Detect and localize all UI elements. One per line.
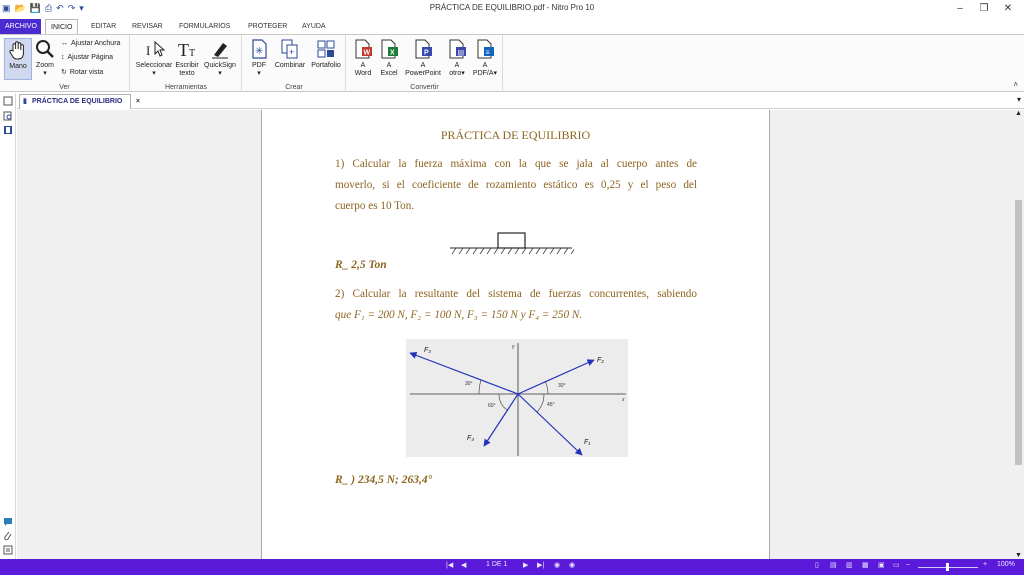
ground-hatch-line (522, 248, 526, 254)
ground-hatch-line (452, 248, 456, 254)
window-title: PRÁCTICA DE EQUILIBRIO.pdf - Nitro Pro 10 (429, 3, 595, 12)
fit-width-icon: ↔ (61, 40, 68, 47)
group-ver-label: Ver (59, 84, 70, 91)
group-herramientas-label: Herramientas (164, 84, 207, 91)
combinar-button[interactable] (273, 38, 307, 70)
pdf-dropdown-icon: ▾ (257, 70, 261, 77)
undo-icon[interactable]: ↶ (56, 3, 64, 13)
tab-archivo[interactable]: ARCHIVO (0, 19, 41, 34)
scroll-up-icon[interactable]: ▲ (1015, 110, 1022, 117)
block-on-surface-figure (448, 231, 574, 257)
attachments-panel-icon[interactable] (3, 531, 13, 541)
seleccionar-dropdown-icon: ▾ (152, 70, 156, 77)
group-ver (0, 35, 130, 92)
redo-icon[interactable]: ↷ (67, 3, 76, 13)
restore-button[interactable]: ❐ (979, 3, 989, 14)
escribir-label: Escribir (175, 62, 199, 69)
portafolio-button[interactable] (308, 38, 344, 70)
word-a-label: A (360, 62, 366, 69)
answer-2: R_ ) 234,5 N; 263,4° (335, 474, 433, 486)
mano-label: Mano (9, 63, 27, 70)
next-page-icon[interactable]: ▶ (523, 562, 529, 569)
fullscreen-view-icon[interactable]: ▣ (878, 562, 885, 569)
problem-1-text (335, 154, 697, 217)
forward-view-icon[interactable]: ◉ (569, 562, 576, 569)
zoom-button[interactable] (34, 38, 56, 78)
tab-editar[interactable]: EDITAR (91, 23, 117, 30)
pdf-label: PDF (252, 62, 266, 69)
label-f3: F₃ (424, 347, 432, 354)
quicksign-dropdown-icon: ▾ (218, 70, 222, 77)
left-sidebar (0, 93, 16, 559)
ground-hatch-line (466, 248, 470, 254)
close-window-button[interactable]: ✕ (1003, 3, 1013, 14)
combine-icon (279, 38, 301, 60)
search-panel-icon[interactable] (3, 111, 13, 121)
other-format-icon (446, 38, 468, 60)
seleccionar-label: Seleccionar (135, 62, 173, 69)
zoom-dropdown-icon: ▾ (43, 70, 47, 77)
status-bar (0, 559, 1024, 575)
label-f1: F₁ (584, 439, 591, 446)
ground-hatch-line (515, 248, 519, 254)
ground-hatch-line (494, 248, 498, 254)
angle-label-30-right: 30° (558, 383, 566, 389)
group-herramientas (131, 35, 242, 92)
document-title: PRÁCTICA DE EQUILIBRIO (440, 128, 591, 142)
otro-a-label: A (454, 62, 460, 69)
answer-1: R_ 2,5 Ton (335, 259, 387, 271)
rotar-vista-label: Rotar vista (69, 68, 104, 76)
rotar-vista-button[interactable] (61, 68, 103, 76)
facing-view-icon[interactable]: ▥ (846, 562, 853, 569)
pages-panel-icon[interactable] (3, 96, 13, 106)
document-tabs (17, 93, 1024, 109)
ground-hatch-line (480, 248, 484, 254)
svg-text:+: + (289, 47, 295, 57)
ground-hatch-line (508, 248, 512, 254)
app-logo-icon: ▣ (2, 3, 11, 13)
portfolio-icon (315, 38, 337, 60)
group-convertir-label: Convertir (410, 84, 439, 91)
pdf-file-icon: ▮ (23, 98, 27, 105)
group-convertir (347, 35, 503, 92)
ajustar-anchura-button[interactable] (61, 40, 120, 47)
ground-hatch-line (487, 248, 491, 254)
to-pdfa-button[interactable]: ≡ A PDF/A▾ (471, 38, 499, 78)
quicksign-button[interactable] (202, 38, 238, 78)
svg-text:✳: ✳ (255, 46, 264, 57)
svg-text:T: T (189, 48, 196, 59)
tab-inicio[interactable]: INICIO (45, 19, 78, 34)
x-axis-label: x (622, 397, 625, 403)
texto-label: texto (179, 70, 195, 77)
ground-hatch-line (571, 248, 574, 254)
tab-proteger[interactable]: PROTEGER (248, 23, 288, 30)
excel-icon (378, 38, 400, 60)
ajustar-pagina-button[interactable] (61, 54, 113, 61)
problem-1-line-3: cuerpo es 10 Ton. (335, 200, 415, 212)
excel-a-label: A (386, 62, 392, 69)
angle-label-30-left: 30° (465, 381, 473, 387)
close-tab-button[interactable]: × (135, 98, 140, 105)
ground-hatch-line (557, 248, 561, 254)
ground-hatch-line (550, 248, 554, 254)
customize-icon[interactable]: ▾ (79, 3, 84, 13)
svg-text:I: I (146, 43, 151, 58)
zoom-label: Zoom (36, 62, 54, 69)
pdfa-a-label: A (482, 62, 488, 69)
otro-label: otro (449, 70, 462, 77)
ground-hatch-line (543, 248, 547, 254)
mano-button[interactable] (4, 38, 32, 80)
tab-ayuda[interactable]: AYUDA (302, 23, 326, 30)
to-word-button[interactable] (351, 38, 375, 78)
ground-hatch-line (501, 248, 505, 254)
prev-page-icon[interactable]: ◀ (461, 562, 467, 569)
label-f4: F₄ (467, 435, 475, 442)
collapse-ribbon-icon[interactable]: ˄ (1013, 80, 1018, 89)
ribbon (0, 34, 1024, 92)
pdfa-icon (474, 38, 496, 60)
comments-panel-icon[interactable] (3, 517, 13, 527)
y-axis-label: y (512, 344, 515, 350)
magnifier-icon (34, 38, 56, 60)
vertical-scrollbar[interactable] (1013, 110, 1024, 559)
save-icon[interactable]: 💾 (29, 3, 41, 13)
svg-text:P: P (424, 49, 429, 57)
rotate-icon: ↻ (61, 69, 67, 76)
title-bar (0, 0, 1024, 18)
to-powerpoint-button[interactable] (403, 38, 443, 78)
problem-2-line-1: 2) Calcular la resultante del sistema de fuerzas concurrentes, sabiendo (335, 288, 697, 300)
powerpoint-a-label: A (420, 62, 426, 69)
group-crear-label: Crear (285, 84, 303, 91)
to-otro-button[interactable]: ▤ A otro▾ (445, 38, 469, 78)
output-panel-icon[interactable] (3, 545, 13, 555)
ground-hatch-line (473, 248, 477, 254)
ribbon-tabs (0, 19, 1024, 34)
tabs-menu-icon[interactable]: ▾ (1016, 95, 1021, 104)
svg-text:≡: ≡ (485, 49, 490, 57)
ajustar-anchura-label: Ajustar Anchura (71, 40, 121, 47)
word-icon (352, 38, 374, 60)
document-tab[interactable] (19, 94, 140, 109)
powerpoint-label: PowerPoint (405, 70, 441, 77)
label-f2: F₂ (597, 357, 604, 364)
facing-continuous-view-icon[interactable]: ▦ (862, 562, 869, 569)
select-cursor-icon (143, 38, 165, 60)
scroll-thumb[interactable] (1015, 200, 1022, 465)
powerpoint-icon (412, 38, 434, 60)
svg-text:▤: ▤ (457, 49, 465, 57)
problem-1-line-1: 1) Calcular la fuerza máxima con la que se jala al cuerpo antes de (335, 158, 697, 170)
svg-text:W: W (363, 49, 371, 57)
pdf-create-button[interactable] (246, 38, 272, 78)
excel-label: Excel (380, 70, 398, 77)
to-excel-button[interactable] (377, 38, 401, 78)
document-workspace (17, 110, 1013, 559)
scroll-down-icon[interactable]: ▼ (1015, 552, 1022, 559)
last-page-icon[interactable]: ▶| (537, 562, 545, 569)
problem-1-line-2: moverlo, si el coeficiente de rozamiento estático es 0,25 y el peso del (335, 179, 697, 191)
zoom-level: 100% (997, 561, 1015, 568)
pen-sign-icon (209, 38, 231, 60)
text-tool-icon (176, 38, 198, 60)
tab-formularios[interactable]: FORMULARIOS (179, 23, 231, 30)
single-page-view-icon[interactable]: ▯ (815, 562, 819, 569)
tab-revisar[interactable]: REVISAR (132, 23, 163, 30)
pdf-page (261, 110, 770, 559)
zoom-slider-thumb[interactable] (946, 563, 949, 571)
open-icon[interactable]: 📂 (14, 3, 26, 13)
ground-hatch-line (529, 248, 533, 254)
ground-hatch-line (536, 248, 540, 254)
new-pdf-icon (248, 38, 270, 60)
minimize-button[interactable]: – (957, 3, 963, 14)
bookmarks-panel-icon[interactable] (3, 125, 13, 135)
zoom-in-button[interactable]: + (983, 561, 988, 568)
figure-background (406, 339, 628, 457)
fit-page-icon: ↕ (61, 54, 65, 61)
combinar-label: Combinar (274, 62, 306, 69)
back-view-icon[interactable]: ◉ (554, 562, 561, 569)
portafolio-label: Portafolio (311, 62, 341, 69)
zoom-out-button[interactable]: – (906, 561, 910, 568)
angle-label-60: 60° (488, 403, 496, 409)
svg-text:T: T (178, 40, 189, 60)
split-view-icon[interactable]: ▭ (893, 562, 900, 569)
quicksign-label: QuickSign (204, 62, 236, 69)
seleccionar-button[interactable] (135, 38, 173, 78)
print-icon[interactable]: ⎙ (44, 3, 53, 13)
ajustar-pagina-label: Ajustar Página (67, 54, 114, 61)
hand-icon (7, 39, 29, 61)
pdfa-label: PDF/A (472, 70, 494, 77)
angle-label-45: 45° (547, 402, 555, 408)
first-page-icon[interactable]: |◀ (446, 562, 454, 569)
page-indicator[interactable]: 1 DE 1 (486, 561, 508, 568)
group-crear (243, 35, 346, 92)
svg-text:X: X (390, 49, 395, 57)
document-tab-label: PRÁCTICA DE EQUILIBRIO (32, 98, 123, 105)
ground-hatch-line (459, 248, 463, 254)
escribir-texto-button[interactable] (175, 38, 199, 78)
continuous-view-icon[interactable]: ▤ (830, 562, 837, 569)
ground-hatch-line (564, 248, 568, 254)
problem-2-line-2: que F₁ = 200 N, F₂ = 100 N, F₃ = 150 N y F₄ = 250 N. (335, 309, 583, 321)
concurrent-forces-figure (406, 339, 628, 457)
word-label: Word (354, 70, 372, 77)
